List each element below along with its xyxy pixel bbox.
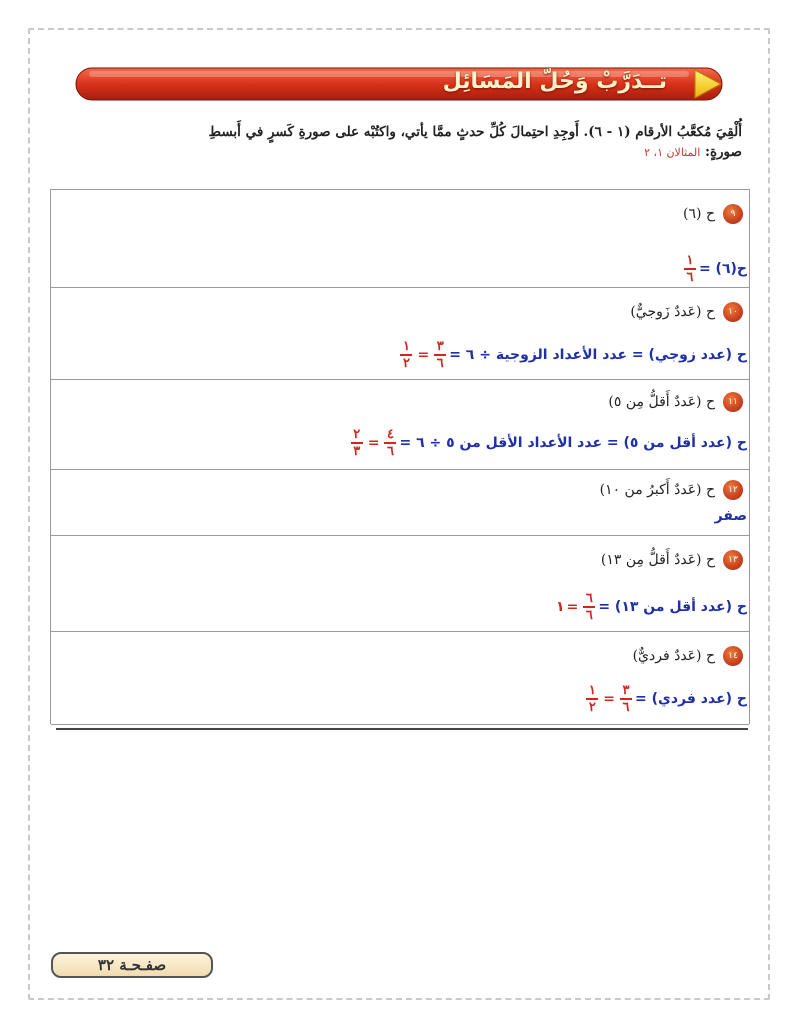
fraction-denominator: ٢ (402, 355, 410, 371)
answer-14 (583, 684, 747, 714)
fraction-denominator: ٦ (387, 443, 394, 459)
answer-13 (556, 592, 747, 622)
instructions-line2-text: صورةٍ: (704, 144, 742, 160)
question-row-13 (51, 536, 749, 632)
question-row-11 (51, 380, 749, 470)
question-number-badge: ١٠ (723, 302, 743, 322)
answer-fraction (620, 684, 632, 714)
fraction-denominator: ٣ (353, 443, 361, 459)
question-13 (601, 550, 743, 570)
question-number-badge: ٩ (723, 204, 743, 224)
answer-text: ح (عدد زوجي) = عدد الأعداد الزوجية ÷ ٦ = (449, 346, 747, 363)
answer-text: ح (عدد أقل من ١٣) = (598, 598, 747, 615)
section-banner (75, 66, 723, 102)
question-number-badge: ١٤ (723, 646, 743, 666)
answer-9 (681, 254, 747, 284)
fraction-denominator: ٢ (588, 699, 596, 715)
simplified-fraction (586, 684, 598, 714)
question-text: ح (عَددٌ أَقلُّ مِن ١٣) (600, 552, 715, 568)
answer-11 (348, 428, 747, 458)
question-11 (608, 392, 743, 412)
answer-fraction (434, 340, 446, 370)
question-text: ح (عَددٌ زَوجيٌّ) (630, 304, 715, 320)
answer-text: صفر (714, 508, 747, 524)
question-number-badge: ١٢ (723, 480, 743, 500)
question-text: ح (عَددٌ فرديٌّ) (632, 648, 715, 664)
question-number-badge: ١٣ (723, 550, 743, 570)
fraction-numerator: ٣ (622, 683, 630, 698)
equals-sign: = (367, 434, 380, 451)
equals-sign: = (603, 690, 616, 707)
question-9 (683, 204, 743, 224)
fraction-numerator: ١ (588, 683, 596, 698)
examples-reference: المثالان ١، ٢ (644, 146, 701, 159)
questions-table (50, 189, 750, 724)
answer-text: ح (عدد فردي) = (635, 690, 747, 707)
answer-result: ١ (556, 598, 565, 615)
question-row-9 (51, 190, 749, 288)
instructions-line1: أُلْقِيَ مُكعَّبُ الأرقام (١ - ٦). أَوجِدِ احتِمالَ كُلِّ حدثٍ ممَّا يأتي، واكتُبْه على صورةِ كَسرٍ في أَبسطِ (208, 124, 742, 140)
question-text: ح (عَددٌ أَكبرُ من ١٠) (599, 482, 715, 498)
banner-title: تــدَرَّبْ وَحُلّ المَسَائِل (442, 69, 667, 94)
equals-sign: = (417, 346, 430, 363)
answer-10 (397, 340, 747, 370)
simplified-fraction (400, 340, 412, 370)
answer-text: ح(٦) = (698, 260, 747, 277)
fraction-denominator: ٦ (686, 269, 694, 285)
answer-12 (715, 508, 747, 524)
fraction-numerator: ٤ (387, 427, 394, 442)
question-text: ح (عَددٌ أَقلُّ مِن ٥) (608, 394, 715, 410)
fraction-numerator: ١ (686, 253, 694, 268)
question-12 (600, 480, 743, 500)
fraction-numerator: ١ (402, 339, 410, 354)
equals-sign: = (566, 598, 579, 615)
fraction-denominator: ٦ (436, 355, 444, 371)
question-text: ح (٦) (683, 206, 715, 222)
answer-fraction (384, 428, 396, 458)
question-14 (633, 646, 743, 666)
question-number-badge: ١١ (723, 392, 743, 412)
fraction-denominator: ٦ (585, 607, 593, 623)
answer-fraction (684, 254, 696, 284)
simplified-fraction (351, 428, 363, 458)
question-10 (630, 302, 743, 322)
answer-text: ح (عدد أقل من ٥) = عدد الأعداد الأقل من ٥ ÷ ٦ = (399, 434, 747, 451)
question-row-14 (51, 632, 749, 725)
instructions-line2 (644, 144, 742, 160)
answer-fraction (583, 592, 595, 622)
question-row-10 (51, 288, 749, 380)
fraction-numerator: ٣ (436, 339, 444, 354)
page-number-box: صفـحـة ٣٢ (51, 952, 213, 978)
divider-line (56, 728, 748, 730)
fraction-numerator: ٢ (353, 427, 361, 442)
question-row-12 (51, 470, 749, 536)
fraction-denominator: ٦ (622, 699, 630, 715)
fraction-numerator: ٦ (585, 591, 593, 606)
